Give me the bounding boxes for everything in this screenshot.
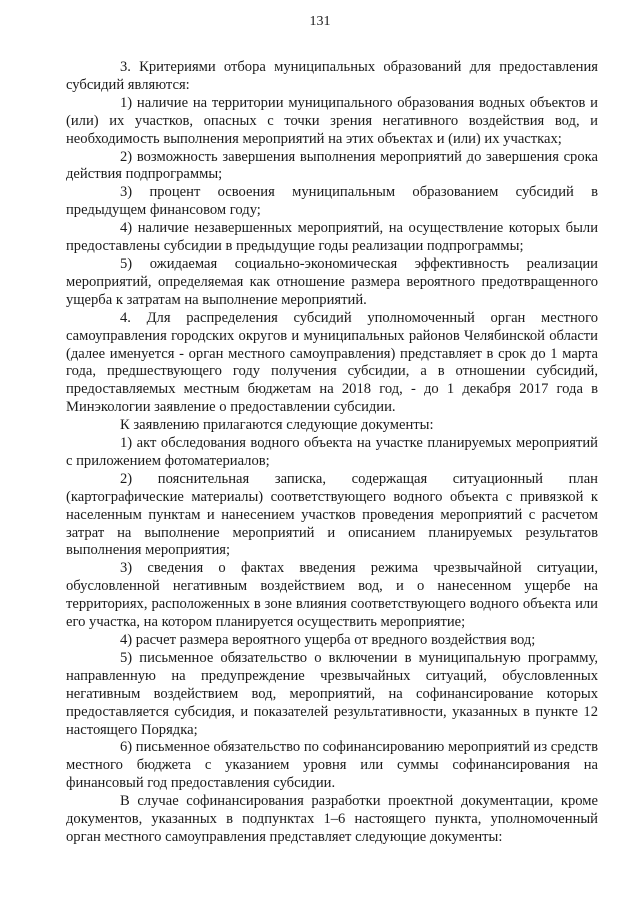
paragraph-criterion-2: 2) возможность завершения выполнения мероприятий до завершения срока действия подпрограммы; — [66, 148, 598, 183]
paragraph-document-5: 5) письменное обязательство о включении в муниципальную программу, направленную на предупреждение чрезвычайных ситуаций, обусловленных негативным воздействием вод, мероприятий, на софинансирование которых предоставляется субсидия, и показателей результативности, указанных в пункте 12 настоящего Порядка; — [66, 649, 598, 738]
paragraph-criterion-3: 3) процент освоения муниципальным образованием субсидий в предыдущем финансовом году; — [66, 184, 598, 219]
paragraph-document-2: 2) пояснительная записка, содержащая ситуационный план (картографические материалы) соответствующего водного объекта с привязкой к населенным пунктам и нанесением участков проведения мероприятий с расчетом затрат на выполнение мероприятий и описанием планируемых результатов выполнения мероприятия; — [66, 470, 598, 559]
paragraph-section-4: 4. Для распределения субсидий уполномоченный орган местного самоуправления городских округов и муниципальных районов Челябинской области (далее именуется - орган местного самоуправления) представляет в срок до 1 марта года, предшествующего году получения субсидии, а в отношении субсидий, предоставляемых местным бюджетам на 2018 год, - до 1 декабря 2017 года в Минэкологии заявление о предоставлении субсидии. — [66, 309, 598, 416]
paragraph-criterion-1: 1) наличие на территории муниципального образования водных объектов и (или) их участков, опасных с точки зрения негативного воздействия вод, и необходимость выполнения мероприятий на этих объектах и (или) их участках; — [66, 94, 598, 147]
document-body — [66, 59, 598, 847]
paragraph-cofinancing: В случае софинансирования разработки проектной документации, кроме документов, указанных в подпунктах 1–6 настоящего пункта, уполномоченный орган местного самоуправления представляет следующие документы: — [66, 793, 598, 845]
paragraph-documents-intro: К заявлению прилагаются следующие документы: — [120, 417, 434, 434]
paragraph-criterion-5: 5) ожидаемая социально-экономическая эффективность реализации мероприятий, определяемая как отношение размера вероятного предотвращенного ущерба к затратам на выполнение мероприятий. — [66, 255, 598, 308]
paragraph-document-4: 4) расчет размера вероятного ущерба от вредного воздействия вод; — [120, 632, 536, 648]
paragraph-document-1: 1) акт обследования водного объекта на участке планируемых мероприятий с приложением фотоматериалов; — [66, 435, 598, 469]
paragraph-criteria-intro: 3. Критериями отбора муниципальных образований для предоставления субсидий являются: — [66, 59, 598, 93]
paragraph-criterion-4: 4) наличие незавершенных мероприятий, на осуществление которых были предоставлены субсидии в предыдущие годы реализации подпрограммы; — [66, 220, 598, 255]
page-number: 131 — [309, 14, 331, 29]
paragraph-document-6: 6) письменное обязательство по софинансированию мероприятий из средств местного бюджета с указанием уровня или суммы софинансирования на финансовый год предоставления субсидии. — [66, 739, 598, 792]
paragraph-document-3: 3) сведения о фактах введения режима чрезвычайной ситуации, обусловленной негативным воздействием вод, и о нанесенном ущербе на территориях, расположенных в зоне влияния соответствующего водного объекта или его участка, на котором планируется осуществить мероприятие; — [66, 560, 598, 631]
